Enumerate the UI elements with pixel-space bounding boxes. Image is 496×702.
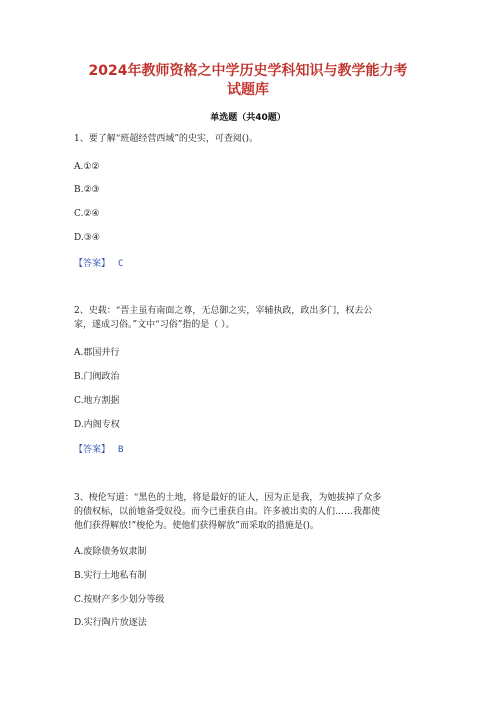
document-title-line-1: 2024年教师资格之中学历史学科知识与教学能力考 (88, 63, 408, 79)
question-2-option-b: B.门阀政治 (74, 372, 120, 382)
section-heading: 单选题（共40题） (210, 113, 286, 123)
question-1-option-a: A.①② (74, 162, 100, 172)
question-1-option-d: D.③④ (74, 233, 100, 243)
question-3-stem-line-1: 3、梭伦写道：“黑色的土地，将是最好的证人，因为正是我，为她拔掉了众多 (74, 493, 382, 503)
question-2-option-c: C.地方割据 (74, 396, 120, 406)
question-3-option-d: D.实行陶片放逐法 (74, 618, 147, 628)
question-1-option-b: B.②③ (74, 185, 100, 195)
answer-value: C (118, 259, 124, 269)
question-3-option-b: B.实行土地私有制 (74, 571, 147, 581)
question-2-option-a: A.郡国并行 (74, 348, 120, 358)
question-3-stem-line-3: 他们获得解放!”梭伦为。使他们获得解放”而采取的措施是()。 (74, 521, 319, 531)
document-title-line-2: 试题库 (227, 82, 269, 98)
question-3-stem-line-2: 的债权标，以前她备受奴役。而今已重获自由。许多被出卖的人们……我都使 (74, 507, 381, 517)
question-1-option-c: C.②④ (74, 209, 100, 219)
question-3-option-a: A.废除债务奴隶制 (74, 547, 147, 557)
question-1-answer (74, 258, 123, 270)
question-2-stem-line-2: 家，遂成习俗。”文中“习俗”指的是（ ）。 (74, 320, 235, 330)
answer-value: B (118, 445, 124, 455)
answer-label: 【答案】 (74, 445, 111, 455)
question-1-stem: 1、要了解“班超经营西域”的史实，可查阅()。 (74, 134, 258, 144)
answer-label: 【答案】 (74, 259, 111, 269)
question-2-answer (74, 444, 123, 456)
question-3-option-c: C.按财产多少划分等级 (74, 595, 165, 605)
question-2-option-d: D.内阁专权 (74, 420, 120, 430)
question-2-stem-line-1: 2、史载：“晋主虽有南面之尊，无总御之实，宰辅执政，政出多门，权去公 (74, 306, 373, 316)
